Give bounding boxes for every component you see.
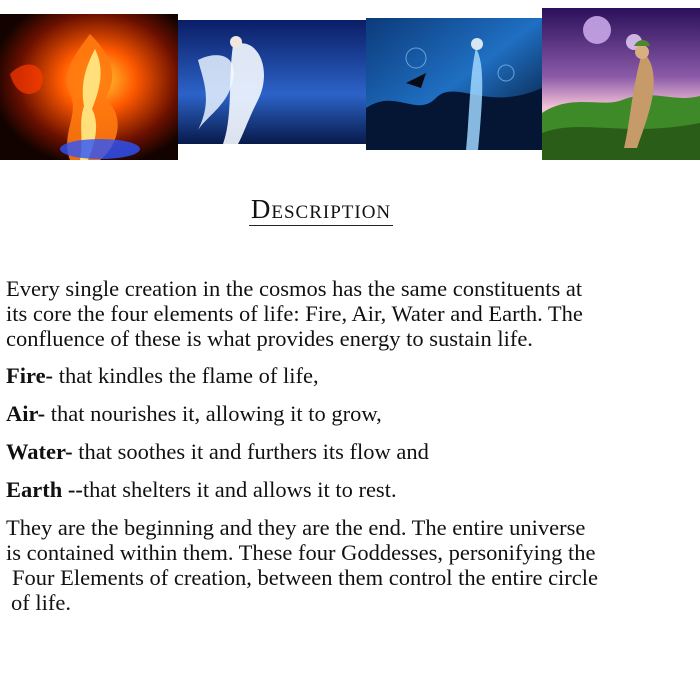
closing-line-3: Four Elements of creation, between them control the entire circle — [12, 565, 599, 590]
water-text: that soothes it and furthers its flow and — [72, 439, 429, 464]
page-title — [0, 194, 642, 225]
intro-line-3: confluence of these is what provides energy to sustain life. — [6, 326, 533, 351]
fire-line — [6, 363, 698, 388]
air-text: that nourishes it, allowing it to grow, — [45, 401, 382, 426]
fire-label: Fire- — [6, 363, 54, 388]
closing-paragraph — [6, 515, 698, 615]
intro-paragraph — [6, 276, 698, 351]
intro-line-1: Every single creation in the cosmos has the same constituents at — [6, 276, 583, 301]
earth-text: that shelters it and allows it to rest. — [82, 477, 397, 502]
closing-line-1: They are the beginning and they are the end. The entire universe — [6, 515, 586, 540]
water-goddess-image — [366, 18, 542, 150]
element-banner — [0, 0, 700, 160]
intro-line-2: its core the four elements of life: Fire, Air, Water and Earth. The — [6, 301, 583, 326]
water-label: Water- — [6, 439, 73, 464]
description-body — [6, 276, 698, 615]
air-goddess-image — [178, 20, 366, 144]
water-line — [6, 439, 698, 464]
fire-goddess-image — [0, 14, 178, 160]
earth-label: Earth -- — [6, 477, 83, 502]
air-line — [6, 401, 698, 426]
title-text: Description — [250, 194, 392, 224]
fire-text: that kindles the flame of life, — [53, 363, 319, 388]
air-label: Air- — [6, 401, 46, 426]
closing-line-4: of life. — [11, 590, 71, 615]
earth-line — [6, 477, 698, 502]
closing-line-2: is contained within them. These four Goddesses, personifying the — [6, 540, 596, 565]
earth-goddess-image — [542, 8, 700, 160]
